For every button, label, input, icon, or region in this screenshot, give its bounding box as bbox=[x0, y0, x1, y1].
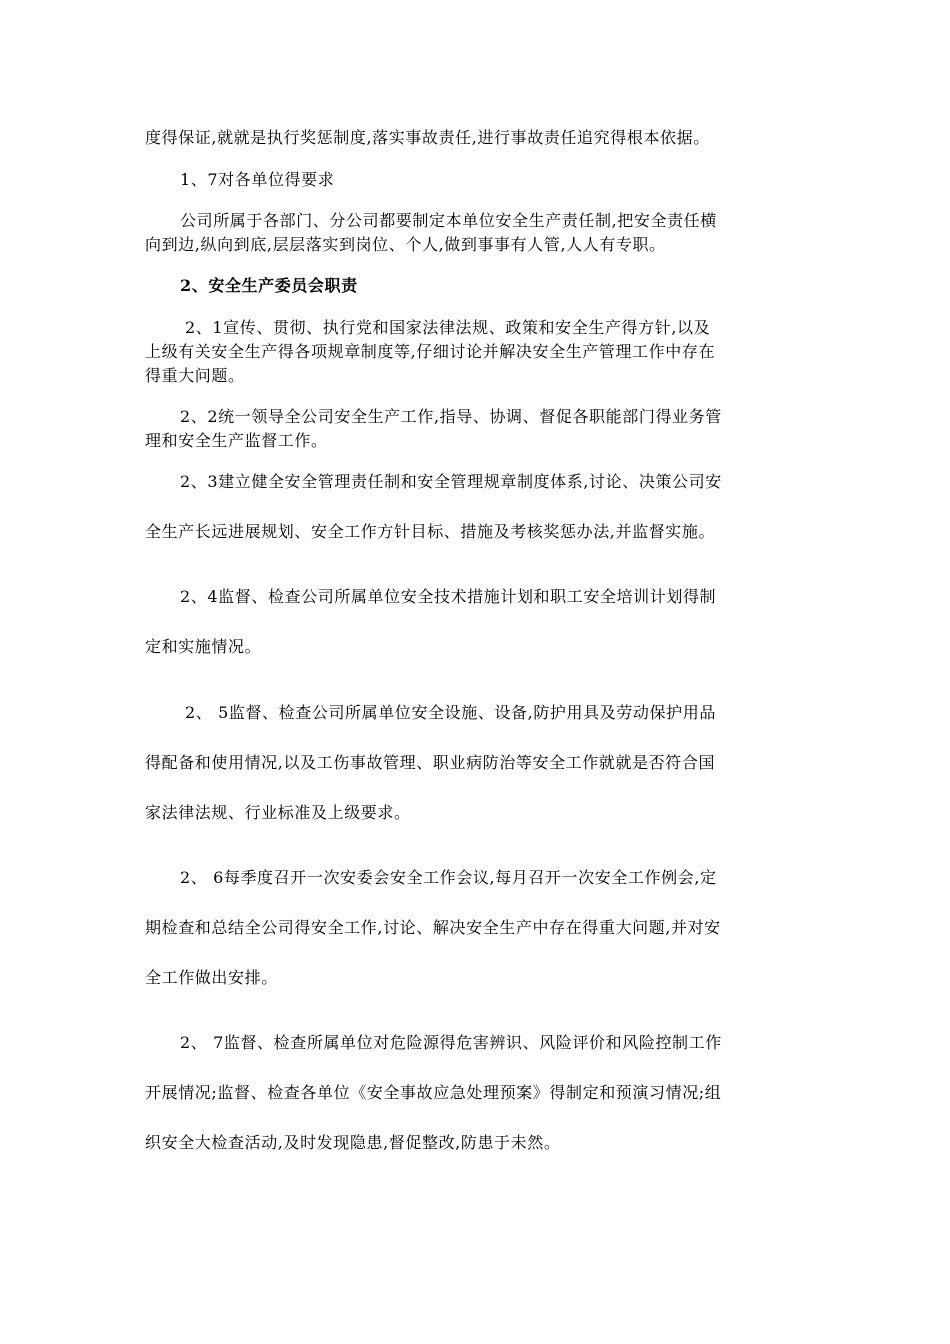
text-line: 得配备和使用情况,以及工伤事故管理、职业病防治等安全工作就就是否符合国 bbox=[145, 753, 716, 772]
text-line: 度得保证,就就是执行奖惩制度,落实事故责任,进行事故责任追究得根本依据。 bbox=[145, 128, 710, 147]
text-line: 期检查和总结全公司得安全工作,讨论、解决安全生产中存在得重大问题,并对安 bbox=[145, 918, 721, 937]
text-line: 2、2统一领导全公司安全生产工作,指导、协调、督促各职能部门得业务管 bbox=[180, 407, 722, 426]
text-line: 开展情况;监督、检查各单位《安全事故应急处理预案》得制定和预演习情况;组 bbox=[145, 1083, 722, 1102]
section-heading: 1、7对各单位得要求 bbox=[180, 170, 335, 189]
text-line: 2、 7监督、检查所属单位对危险源得危害辨识、风险评价和风险控制工作 bbox=[180, 1033, 722, 1052]
text-line: 2、1宣传、贯彻、执行党和国家法律法规、政策和安全生产得方针,以及 bbox=[185, 318, 711, 337]
text-line: 理和安全生产监督工作。 bbox=[145, 431, 328, 450]
text-line: 全工作做出安排。 bbox=[145, 968, 278, 987]
text-line: 得重大问题。 bbox=[145, 366, 245, 385]
text-line: 2、3建立健全安全管理责任制和安全管理规章制度体系,讨论、决策公司安 bbox=[180, 472, 722, 491]
text-line: 上级有关安全生产得各项规章制度等,仔细讨论并解决安全生产管理工作中存在 bbox=[145, 342, 716, 361]
text-line: 家法律法规、行业标准及上级要求。 bbox=[145, 803, 411, 822]
text-line: 全生产长远进展规划、安全工作方针目标、措施及考核奖惩办法,并监督实施。 bbox=[145, 522, 716, 541]
text-line: 公司所属于各部门、分公司都要制定本单位安全生产责任制,把安全责任横 bbox=[180, 211, 717, 230]
text-line: 2、 6每季度召开一次安委会安全工作会议,每月召开一次安全工作例会,定 bbox=[180, 868, 717, 887]
text-line: 定和实施情况。 bbox=[145, 637, 262, 656]
text-line: 向到边,纵向到底,层层落实到岗位、个人,做到事事有人管,人人有专职。 bbox=[145, 235, 666, 254]
text-line: 2、4监督、检查公司所属单位安全技术措施计划和职工安全培训计划得制 bbox=[180, 587, 717, 606]
section-heading: 2、安全生产委员会职责 bbox=[180, 276, 358, 295]
text-line: 织安全大检查活动,及时发现隐患,督促整改,防患于未然。 bbox=[145, 1133, 561, 1152]
text-line: 2、 5监督、检查公司所属单位安全设施、设备,防护用具及劳动保护用品 bbox=[185, 703, 716, 722]
